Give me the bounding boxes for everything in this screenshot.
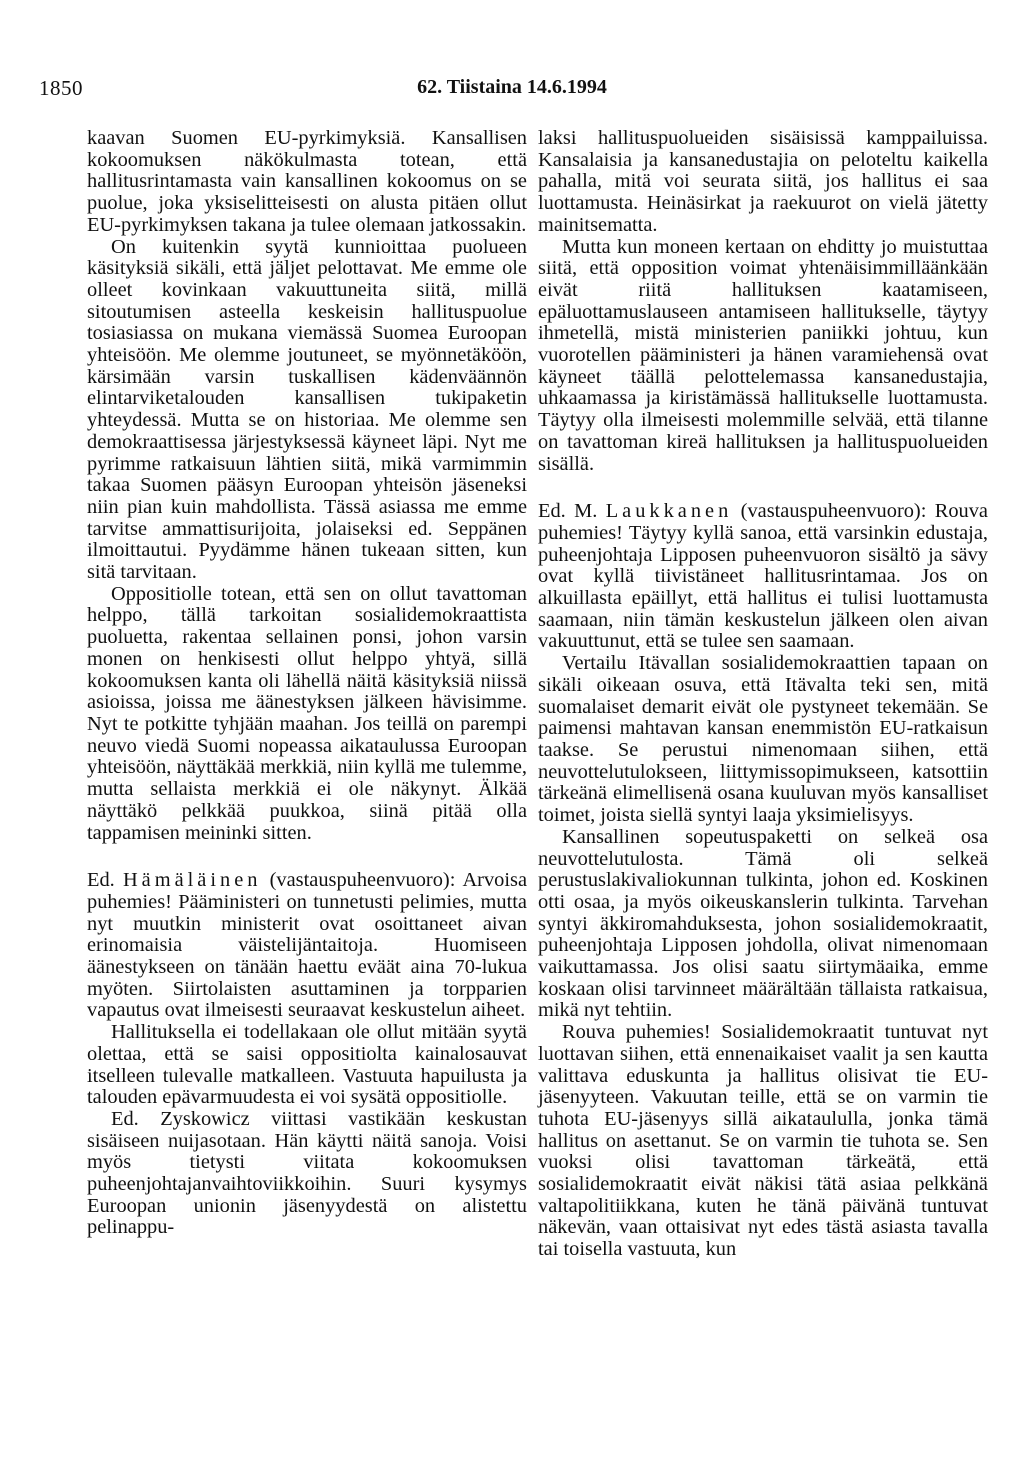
speaker-role: (vastauspuheenvuoro): — [740, 500, 927, 523]
paragraph: Ed. Zyskowicz viittasi vastikään keskustan sisäiseen nuijasotaan. Hän käytti näitä sanoja. Voisi myös tietysti viitata kokoomuksen puheenjohtajanvaihtoviikkoihin. Suuri kysymys Euroopan unionin jäsenyydestä on alistettu pelinappu- — [87, 1107, 527, 1239]
session-header: 62. Tiistaina 14.6.1994 — [417, 76, 607, 98]
paragraph: Vertailu Itävallan sosialidemokraattien tapaan on sikäli oikeaan osuva, että Itävalta teki sen, mitä suomalaiset demarit eivät ole pystyneet tekemään. Se paimensi mahtavan kansan enemmistön EU-ratkaisun taakse. Se perustui nimenomaan siihen, että neuvottelutulokseen, liittymissopimukseen, katsottiin tärkeänä elimellisenä osana kuuluvan myös kansalliset toimet, joista siellä syntyi laaja yksimielisyys. — [538, 652, 988, 827]
paragraph: Oppositiolle totean, että sen on ollut tavattoman helppo, tällä tarkoitan sosialidemokraattista puoluetta, rakentaa sellainen ponsi, johon varsin monen on henkisesti ollut helppo yhtyä, sillä kokoomuksen kanta oli lähellä näitä käsityksiä niissä asioissa, joissa me äänestyksen jälkeen hävisimme. Nyt te potkitte tyhjään maahan. Jos teillä on parempi neuvo viedä Suomi nopeassa aikataulussa Euroopan yhteisöön, näyttäkää merkkiä, niin kyllä me tulemme, mutta sellaista merkkiä ei ole näkynyt. Älkää näyttäkö pelkkää puukkoa, siinä pitää olla tappamisen meininki sitten. — [87, 582, 527, 844]
paragraph: laksi hallituspuolueiden sisäisissä kamppailuissa. Kansalaisia ja kansanedustajia on peloteltu kaikella pahalla, mitä voi seurata siitä, jos hallitus ei saa luottamusta. Heinäsirkat ja raekuurot on vielä jätetty mainitsematta. — [538, 127, 988, 236]
speaker-prefix: Ed. M. — [538, 500, 598, 523]
speaker-name: Hämäläinen — [122, 869, 262, 892]
speaker-name: Laukkanen — [605, 500, 733, 523]
paragraph: Mutta kun moneen kertaan on ehditty jo muistuttaa siitä, että opposition voimat yhtenäisimmilläänkään eivät riitä hallituksen kaatamiseen, epäluottamuslauseen antamiseen hallitukselle, täytyy ihmetellä, mistä ministerien paniikki johtuu, kun vuorotellen pääministeri ja hänen varamiehensä ovat käyneet täällä pelottelemassa kansanedustajia, uhkaamassa ja kiristämässä hallitukselle luottamusta. Täytyy olla ilmeisesti molemmille selvää, että tilanne on tavattoman kireä hallituksen ja hallituspuolueiden sisällä. — [538, 235, 988, 475]
speaker-prefix: Ed. — [87, 869, 115, 892]
paragraph: Kansallinen sopeutuspaketti on selkeä osa neuvottelutulosta. Tämä oli selkeä perustuslakivaliokunnan tulkinta, johon ed. Koskinen otti osaa, ja myös oikeuskanslerin tulkinta. Tarvehan syntyi äkkiromahduksesta, johon sosialidemokraatit, puheenjohtaja Lipposen johdolla, olivat nimenomaan vaikuttamassa. Jos olisi saatu siirtymäaika, emme koskaan olisi tarvinneet määrältään tällaista ratkaisua, mikä nyt tehtiin. — [538, 825, 988, 1022]
right-column — [538, 128, 988, 1261]
paragraph: Rouva puhemies! Sosialidemokraatit tuntuvat nyt luottavan siihen, että ennenaikaiset vaalit ja sen kautta valittava eduskunta ja hallitus olisivat tie EU-jäsenyyteen. Vakuutan teille, että se on varmin tie tuhota EU-jäsenyys sillä aikataululla, jonka tämä hallitus on asettanut. Se on varmin tie tuhota se. Sen vuoksi olisi tavattoman tärkeätä, että sosialidemokraatit eivät näkisi tätä asiaa pelkkänä valtapolitiikkana, kuten he tänä päivänä tuntuvat näkevän, vaan ottaisivat nyt edes tästä asiasta tavalla tai toisella vastuuta, kun — [538, 1021, 988, 1261]
speech-text: Arvoisa puhemies! Pääministeri on tunnetusti pelimies, mutta nyt muutkin ministerit ovat osoittaneet aivan erinomaisia väistelijäntaitoja. Huomiseen äänestykseen on tänään haettu eväät aina 70-lukua myöten. Siirtolaisten asuttaminen ja torpparien vapautus ovat ilmeisesti seuraavat keskustelun aiheet. — [87, 869, 527, 1022]
paragraph: On kuitenkin syytä kunnioittaa puolueen käsityksiä sikäli, että jäljet pelottavat. Me emme ole olleet kovinkaan vakuuttuneita siitä, millä sitoutumisen asteella keskeisin hallituspuolue tosiasiassa on mukana viemässä Suomea Euroopan yhteisöön. Me olemme joutuneet, se myönnetäköön, kärsimään varsin tuskallisen kädenväännön elintarviketalouden kansallisen tukipaketin yhteydessä. Mutta se on historiaa. Me olemme sen demokraattisessa järjestyksessä käyneet läpi. Nyt me pyrimme ratkaisuun lähtien siitä, mikä varmimmin takaa Suomen pääsyn Euroopan yhteisön jäseneksi niin pian kuin mahdollista. Tässä asiassa me emme tarvitse ammattisurijoita, jolaiseksi ed. Seppänen ilmoittautui. Pyydämme hänen tukeaan sitten, kun sitä tarvitaan. — [87, 235, 527, 584]
page-number: 1850 — [39, 76, 83, 100]
speaker-paragraph — [87, 870, 527, 1022]
speaker-paragraph — [538, 501, 988, 653]
speaker-role: (vastauspuheenvuoro): — [269, 869, 456, 892]
paragraph: kaavan Suomen EU-pyrkimyksiä. Kansallisen kokoomuksen näkökulmasta totean, että hallitusrintamasta vain kansallinen kokoomus on se puolue, joka yksiselitteisesti on alusta pitäen ollut EU-pyrkimyksen takana ja tulee olemaan jatkossakin. — [87, 127, 527, 236]
speech-text: Rouva puhemies! Täytyy kyllä sanoa, että varsinkin edustaja, puheenjohtaja Lipposen puheenvuoron sisältö ja sävy ovat kyllä tiivistäneet hallitusrintamaa. Jos on alkuillasta epäillyt, että hallitus ei tulisi luottamusta saamaan, niin tämän keskustelun jälkeen olen aivan vakuuttunut, että se tulee sen saamaan. — [538, 500, 988, 653]
paragraph: Hallituksella ei todellakaan ole ollut mitään syytä olettaa, että se saisi oppositiolta kainalosauvat itselleen tulevalle matkalleen. Vastuuta hapuilusta ja talouden epävarmuudesta ei voi sysätä oppositiolle. — [87, 1021, 527, 1109]
left-column — [87, 128, 527, 1239]
